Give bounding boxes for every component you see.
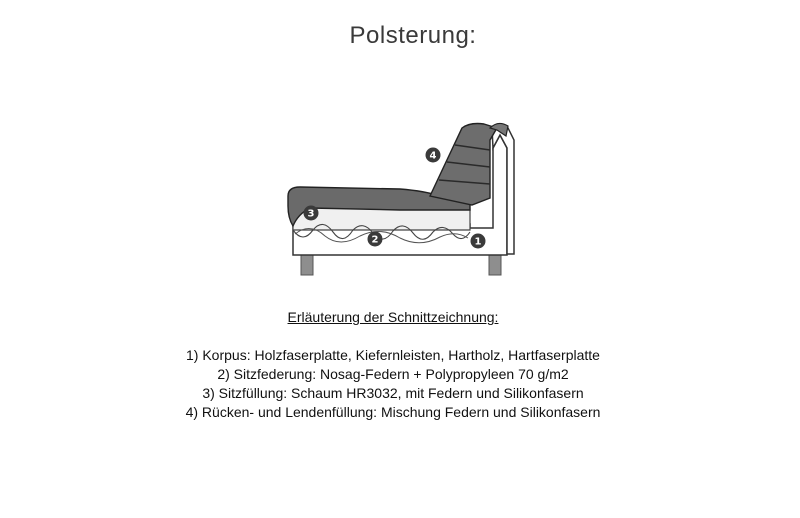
legend-item: 3) Sitzfüllung: Schaum HR3032, mit Federn und Silikonfasern [202,385,584,401]
page-title: Polsterung: [349,22,477,49]
legend-list [0,346,786,422]
right-leg [489,254,501,275]
marker-2 [368,232,383,247]
legend-item: 1) Korpus: Holzfaserplatte, Kiefernleisten, Hartholz, Hartfaserplatte [186,347,600,363]
svg-text:2: 2 [371,234,379,246]
marker-1 [471,234,486,249]
svg-text:1: 1 [474,236,482,248]
upholstery-cross-section-diagram [268,112,530,282]
marker-4 [426,148,441,163]
legend-heading: Erläuterung der Schnittzeichnung: [287,309,499,325]
svg-text:3: 3 [307,208,315,220]
legend-item: 2) Sitzfederung: Nosag-Federn + Polypropyleen 70 g/m2 [217,366,569,382]
marker-3 [304,206,319,221]
left-leg [301,254,313,275]
svg-text:4: 4 [429,150,437,162]
legend-item: 4) Rücken- und Lendenfüllung: Mischung Federn und Silikonfasern [185,404,601,420]
